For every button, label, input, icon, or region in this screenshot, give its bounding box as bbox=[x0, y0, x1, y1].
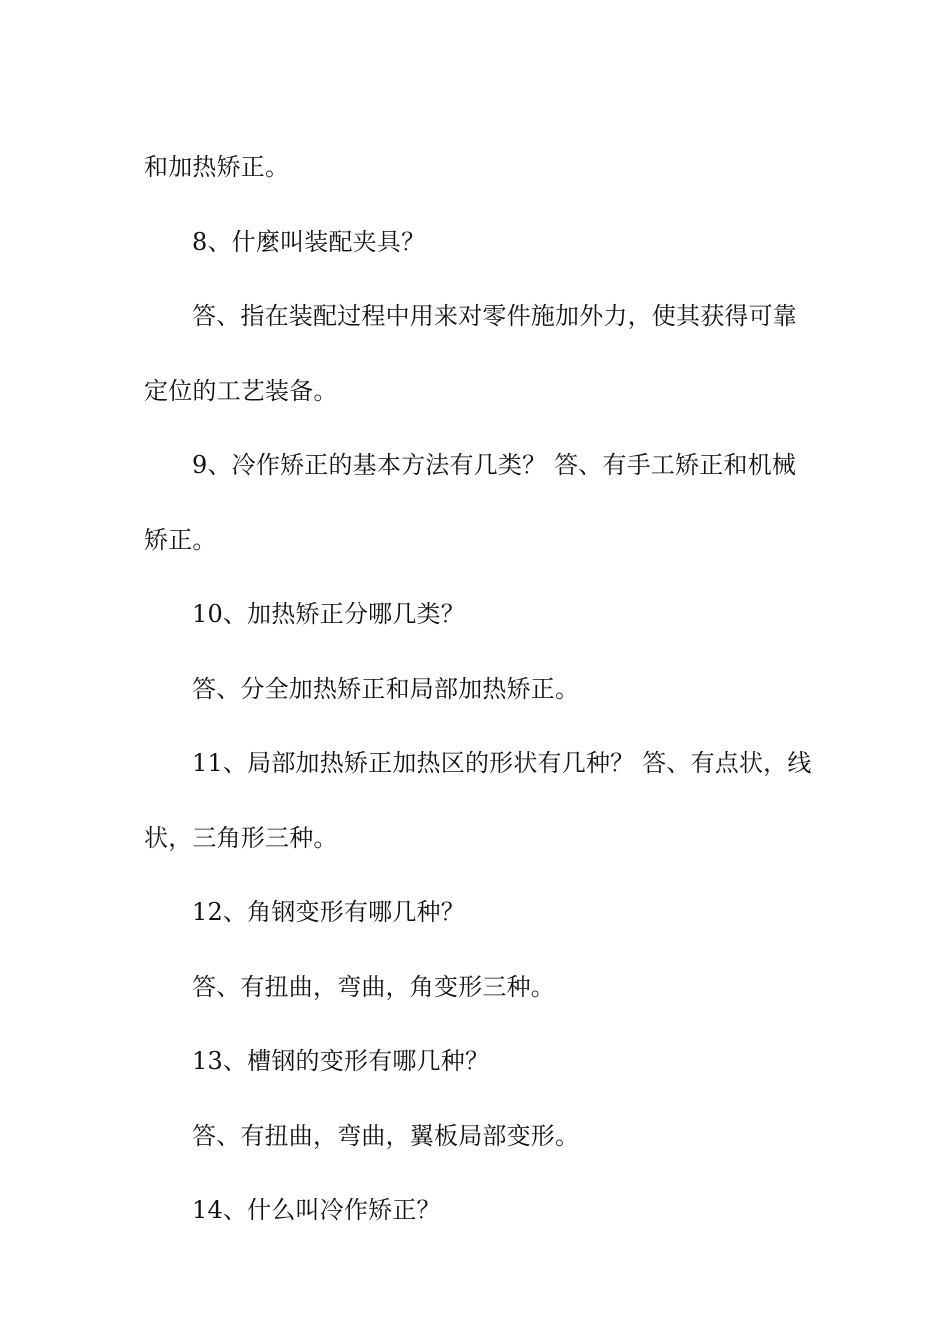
paragraph-line: 定位的工艺装备。 bbox=[144, 376, 338, 405]
answer-10 bbox=[144, 652, 806, 727]
paragraph-line: 状，三角形三种。 bbox=[144, 823, 338, 852]
paragraph-line: 13、槽钢的变形有哪几种？ bbox=[192, 1047, 490, 1075]
question-10 bbox=[144, 577, 806, 652]
answer-8 bbox=[144, 279, 806, 428]
question-14 bbox=[144, 1173, 806, 1248]
paragraph-line: 答、指在装配过程中用来对零件施加外力，使其获得可靠 bbox=[192, 302, 797, 330]
answer-13 bbox=[144, 1099, 806, 1174]
paragraph-line: 14、什么叫冷作矫正？ bbox=[192, 1196, 441, 1224]
document-body bbox=[144, 130, 812, 1248]
paragraph-line: 答、分全加热矫正和局部加热矫正。 bbox=[192, 674, 580, 703]
paragraph-line: 矫正。 bbox=[144, 525, 217, 554]
paragraph-line: 和加热矫正。 bbox=[144, 153, 290, 181]
question-answer-9 bbox=[144, 428, 806, 577]
question-13 bbox=[144, 1024, 806, 1099]
paragraph-1 bbox=[144, 130, 806, 205]
paragraph-line: 9、冷作矫正的基本方法有几类？ 答、有手工矫正和机械 bbox=[192, 451, 797, 479]
paragraph-line: 12、角钢变形有哪几种？ bbox=[192, 898, 465, 926]
paragraph-line: 8、什麼叫装配夹具？ bbox=[192, 227, 426, 256]
paragraph-line: 10、加热矫正分哪几类？ bbox=[192, 600, 465, 628]
question-8 bbox=[144, 205, 806, 280]
paragraph-line: 答、有扭曲，弯曲，翼板局部变形。 bbox=[192, 1121, 580, 1150]
question-answer-11 bbox=[144, 726, 812, 875]
paragraph-line: 11、局部加热矫正加热区的形状有几种？ 答、有点状，线 bbox=[192, 749, 812, 777]
paragraph-line: 答、有扭曲，弯曲，角变形三种。 bbox=[192, 972, 555, 1001]
answer-12 bbox=[144, 950, 806, 1025]
question-12 bbox=[144, 875, 806, 950]
